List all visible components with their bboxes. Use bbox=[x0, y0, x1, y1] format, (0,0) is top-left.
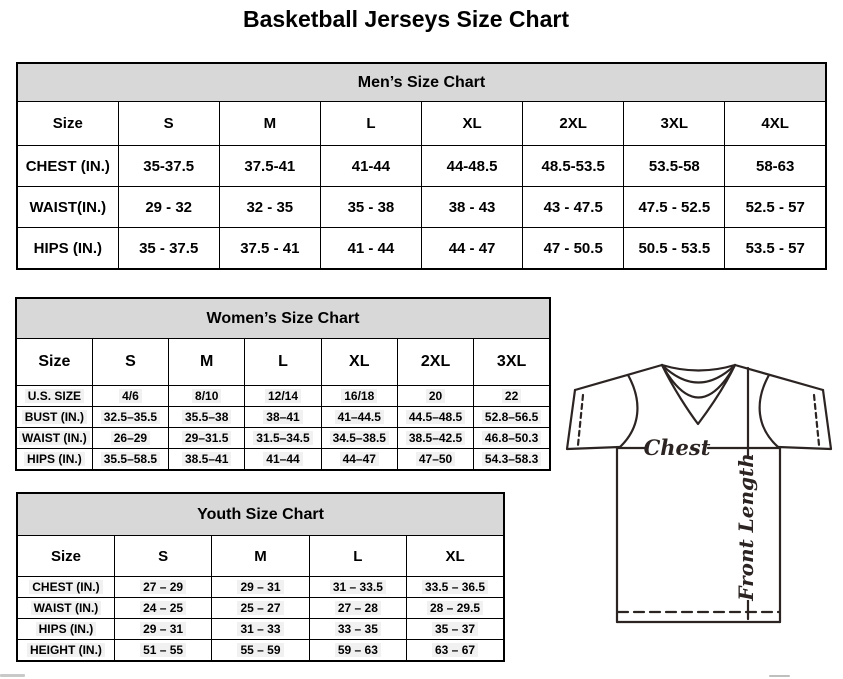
cell-value: 50.5 - 53.5 bbox=[624, 228, 725, 270]
partial-scrollbar-artifact-right bbox=[769, 675, 790, 677]
cell-value: 47 - 50.5 bbox=[523, 228, 624, 270]
cell-value: 47.5 - 52.5 bbox=[624, 187, 725, 228]
table-row bbox=[17, 228, 826, 270]
table-row bbox=[17, 577, 504, 598]
cell-value: 35 - 38 bbox=[320, 187, 421, 228]
cell-value: 29 – 31 bbox=[114, 619, 211, 640]
cell-value: 41 - 44 bbox=[320, 228, 421, 270]
cell-value: 24 – 25 bbox=[114, 598, 211, 619]
table-row bbox=[17, 187, 826, 228]
jersey-left-sleeve-outline bbox=[567, 390, 620, 449]
chest-label: Chest bbox=[643, 435, 711, 460]
cell-value: 25 – 27 bbox=[212, 598, 309, 619]
cell-value: 38 - 43 bbox=[422, 187, 523, 228]
mens-size-chart-table bbox=[16, 62, 827, 270]
cell-value: 26–29 bbox=[92, 428, 168, 449]
cell-value: 44 - 47 bbox=[422, 228, 523, 270]
cell-value: 44–47 bbox=[321, 449, 397, 471]
row-label: WAIST (IN.) bbox=[17, 598, 114, 619]
cell-value: 43 - 47.5 bbox=[523, 187, 624, 228]
col-header-m: M bbox=[212, 536, 309, 577]
cell-value: 38–41 bbox=[245, 407, 321, 428]
col-header-l: L bbox=[320, 102, 421, 146]
cell-value: 29 – 31 bbox=[212, 577, 309, 598]
cell-value: 52.5 - 57 bbox=[725, 187, 826, 228]
cell-value: 52.8–56.5 bbox=[474, 407, 550, 428]
col-header-3xl: 3XL bbox=[474, 339, 550, 386]
table-row bbox=[17, 598, 504, 619]
jersey-right-cuff-dashed-line bbox=[814, 395, 819, 445]
cell-value: 53.5 - 57 bbox=[725, 228, 826, 270]
page-title: Basketball Jerseys Size Chart bbox=[242, 6, 569, 32]
front-length-label: Front Length bbox=[734, 453, 758, 601]
cell-value: 38.5–42.5 bbox=[397, 428, 473, 449]
jersey-left-cuff-dashed-line bbox=[578, 395, 583, 445]
cell-value: 48.5-53.5 bbox=[523, 146, 624, 187]
cell-value: 53.5-58 bbox=[624, 146, 725, 187]
cell-value: 38.5–41 bbox=[169, 449, 245, 471]
table-row bbox=[17, 619, 504, 640]
youth-chart-header-row bbox=[17, 536, 504, 577]
col-header-xl: XL bbox=[407, 536, 504, 577]
cell-value: 46.8–50.3 bbox=[474, 428, 550, 449]
cell-value: 35.5–58.5 bbox=[92, 449, 168, 471]
cell-value: 32 - 35 bbox=[219, 187, 320, 228]
cell-value: 33 – 35 bbox=[309, 619, 406, 640]
col-header-size: Size bbox=[17, 102, 118, 146]
col-header-m: M bbox=[169, 339, 245, 386]
mens-chart-header-row bbox=[17, 102, 826, 146]
cell-value: 37.5-41 bbox=[219, 146, 320, 187]
row-label: HIPS (IN.) bbox=[16, 449, 92, 471]
row-label: WAIST(IN.) bbox=[17, 187, 118, 228]
cell-value: 29–31.5 bbox=[169, 428, 245, 449]
jersey-collar-back-line bbox=[662, 365, 735, 371]
cell-value: 22 bbox=[474, 386, 550, 407]
partial-scrollbar-artifact-left bbox=[0, 674, 25, 677]
cell-value: 35.5–38 bbox=[169, 407, 245, 428]
cell-value: 31 – 33.5 bbox=[309, 577, 406, 598]
cell-value: 35-37.5 bbox=[118, 146, 219, 187]
table-row bbox=[16, 407, 550, 428]
cell-value: 44.5–48.5 bbox=[397, 407, 473, 428]
row-label: HEIGHT (IN.) bbox=[17, 640, 114, 662]
cell-value: 27 – 28 bbox=[309, 598, 406, 619]
col-header-m: M bbox=[219, 102, 320, 146]
cell-value: 35 – 37 bbox=[407, 619, 504, 640]
cell-value: 47–50 bbox=[397, 449, 473, 471]
cell-value: 58-63 bbox=[725, 146, 826, 187]
cell-value: 20 bbox=[397, 386, 473, 407]
cell-value: 8/10 bbox=[169, 386, 245, 407]
youth-size-chart-table bbox=[16, 492, 505, 662]
cell-value: 31 – 33 bbox=[212, 619, 309, 640]
cell-value: 59 – 63 bbox=[309, 640, 406, 662]
col-header-l: L bbox=[245, 339, 321, 386]
jersey-right-armhole-seam bbox=[760, 375, 778, 447]
col-header-s: S bbox=[118, 102, 219, 146]
womens-chart-header-row bbox=[16, 339, 550, 386]
jersey-right-sleeve-outline bbox=[778, 390, 831, 449]
table-row bbox=[17, 640, 504, 662]
cell-value: 35 - 37.5 bbox=[118, 228, 219, 270]
row-label: WAIST (IN.) bbox=[16, 428, 92, 449]
cell-value: 34.5–38.5 bbox=[321, 428, 397, 449]
mens-chart-title: Men’s Size Chart bbox=[17, 63, 826, 102]
cell-value: 41-44 bbox=[320, 146, 421, 187]
youth-chart-title: Youth Size Chart bbox=[17, 493, 504, 536]
col-header-2xl: 2XL bbox=[397, 339, 473, 386]
cell-value: 51 – 55 bbox=[114, 640, 211, 662]
row-label: HIPS (IN.) bbox=[17, 228, 118, 270]
cell-value: 32.5–35.5 bbox=[92, 407, 168, 428]
cell-value: 63 – 67 bbox=[407, 640, 504, 662]
col-header-xl: XL bbox=[422, 102, 523, 146]
cell-value: 33.5 – 36.5 bbox=[407, 577, 504, 598]
cell-value: 54.3–58.3 bbox=[474, 449, 550, 471]
col-header-xl: XL bbox=[321, 339, 397, 386]
col-header-2xl: 2XL bbox=[523, 102, 624, 146]
cell-value: 41–44 bbox=[245, 449, 321, 471]
col-header-4xl: 4XL bbox=[725, 102, 826, 146]
jersey-measurement-diagram bbox=[558, 360, 840, 632]
cell-value: 37.5 - 41 bbox=[219, 228, 320, 270]
cell-value: 12/14 bbox=[245, 386, 321, 407]
row-label: BUST (IN.) bbox=[16, 407, 92, 428]
row-label: CHEST (IN.) bbox=[17, 577, 114, 598]
row-label: U.S. SIZE bbox=[16, 386, 92, 407]
jersey-left-armhole-seam bbox=[620, 375, 637, 447]
table-row bbox=[16, 428, 550, 449]
col-header-l: L bbox=[309, 536, 406, 577]
row-label: HIPS (IN.) bbox=[17, 619, 114, 640]
womens-size-chart-table bbox=[15, 297, 551, 471]
cell-value: 44-48.5 bbox=[422, 146, 523, 187]
col-header-3xl: 3XL bbox=[624, 102, 725, 146]
cell-value: 4/6 bbox=[92, 386, 168, 407]
jersey-left-shoulder-line bbox=[575, 365, 662, 390]
table-row bbox=[16, 449, 550, 471]
col-header-size: Size bbox=[16, 339, 92, 386]
col-header-s: S bbox=[114, 536, 211, 577]
cell-value: 29 - 32 bbox=[118, 187, 219, 228]
womens-chart-title: Women’s Size Chart bbox=[16, 298, 550, 339]
cell-value: 31.5–34.5 bbox=[245, 428, 321, 449]
col-header-s: S bbox=[92, 339, 168, 386]
cell-value: 41–44.5 bbox=[321, 407, 397, 428]
col-header-size: Size bbox=[17, 536, 114, 577]
cell-value: 28 – 29.5 bbox=[407, 598, 504, 619]
row-label: CHEST (IN.) bbox=[17, 146, 118, 187]
table-row bbox=[16, 386, 550, 407]
cell-value: 55 – 59 bbox=[212, 640, 309, 662]
table-row bbox=[17, 146, 826, 187]
cell-value: 16/18 bbox=[321, 386, 397, 407]
cell-value: 27 – 29 bbox=[114, 577, 211, 598]
